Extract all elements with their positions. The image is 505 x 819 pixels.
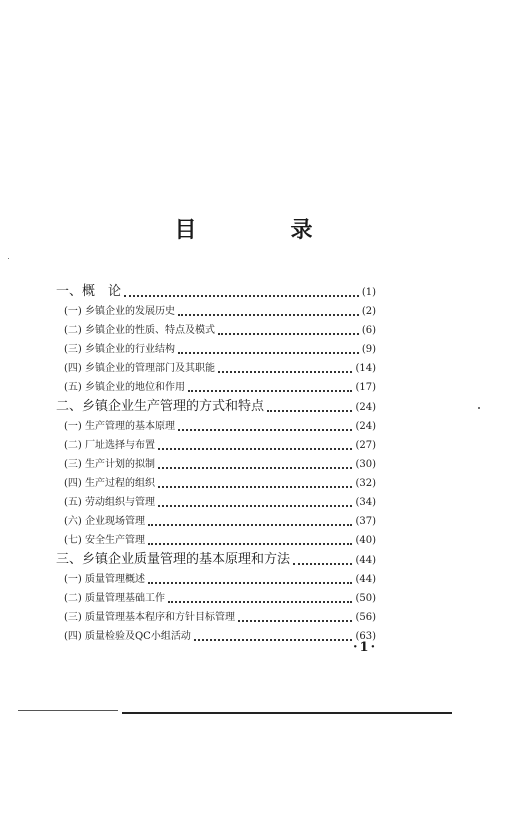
dot-leader	[188, 389, 352, 392]
dot-leader	[158, 447, 352, 450]
dot-leader	[158, 504, 352, 507]
toc-entry-page: (27)	[355, 440, 376, 451]
toc-entry-label: (七) 安全生产管理	[64, 535, 145, 546]
dot-leader	[158, 466, 352, 469]
toc-section-entry	[56, 474, 376, 493]
toc-section-entry	[56, 627, 376, 646]
dot-leader	[148, 581, 352, 584]
dot-leader	[178, 313, 359, 316]
dot-leader	[238, 619, 352, 622]
toc-entry-page: (17)	[355, 382, 376, 393]
toc-section-entry	[56, 455, 376, 474]
toc-entry-label: (四) 质量检验及QC小组活动	[64, 631, 191, 642]
dot-leader	[148, 542, 352, 545]
toc-chapter-entry	[56, 282, 376, 302]
toc-section-entry	[56, 417, 376, 436]
page-number: ·1·	[353, 640, 378, 655]
toc-entry-label: (四) 生产过程的组织	[64, 478, 155, 489]
toc-section-entry	[56, 589, 376, 608]
toc-entry-page: (63)	[355, 631, 376, 642]
toc-entry-label: (一) 生产管理的基本原理	[64, 421, 175, 432]
toc-entry-page: (2)	[361, 306, 376, 317]
toc-entry-label: (一) 乡镇企业的发展历史	[64, 306, 175, 317]
toc-chapter-entry	[56, 550, 376, 570]
toc-entry-label: (二) 质量管理基础工作	[64, 593, 165, 604]
toc-section-entry	[56, 512, 376, 531]
dot-leader	[158, 485, 352, 488]
dot-leader	[293, 562, 352, 565]
toc-entry-page: (34)	[355, 497, 376, 508]
toc-entry-label: (三) 质量管理基本程序和方针目标管理	[64, 612, 235, 623]
toc-entry-page: (9)	[361, 344, 376, 355]
toc-entry-label: (三) 乡镇企业的行业结构	[64, 344, 175, 355]
toc-section-entry	[56, 570, 376, 589]
scan-speck	[8, 258, 9, 259]
page-title: 目 录	[174, 217, 349, 243]
toc-section-entry	[56, 493, 376, 512]
toc-section-entry	[56, 378, 376, 397]
dot-leader	[218, 370, 352, 373]
toc-entry-label: (二) 乡镇企业的性质、特点及模式	[64, 325, 215, 336]
toc-entry-label: (一) 质量管理概述	[64, 574, 145, 585]
toc-entry-label: 一、概 论	[56, 284, 122, 299]
bottom-rule-long	[122, 712, 452, 714]
dot-leader	[178, 428, 352, 431]
toc-entry-label: 二、乡镇企业生产管理的方式和特点	[56, 399, 265, 414]
toc-entry-page: (30)	[355, 459, 376, 470]
toc-entry-page: (56)	[355, 612, 376, 623]
table-of-contents	[56, 282, 376, 646]
toc-entry-page: (44)	[355, 574, 376, 585]
toc-entry-label: (三) 生产计划的拟制	[64, 459, 155, 470]
toc-entry-page: (40)	[355, 535, 376, 546]
toc-chapter-entry	[56, 397, 376, 417]
dot-leader	[218, 332, 359, 335]
toc-section-entry	[56, 359, 376, 378]
toc-entry-page: (37)	[355, 516, 376, 527]
toc-section-entry	[56, 321, 376, 340]
toc-section-entry	[56, 436, 376, 455]
toc-section-entry	[56, 531, 376, 550]
dot-leader	[148, 523, 352, 526]
toc-section-entry	[56, 608, 376, 627]
toc-entry-label: 三、乡镇企业质量管理的基本原理和方法	[56, 552, 291, 567]
toc-entry-page: (24)	[355, 421, 376, 432]
toc-entry-page: (50)	[355, 593, 376, 604]
dot-leader	[124, 294, 359, 297]
toc-entry-page: (24)	[355, 402, 376, 413]
scan-speck	[478, 407, 480, 409]
toc-entry-label: (六) 企业现场管理	[64, 516, 145, 527]
toc-entry-page: (1)	[361, 287, 376, 298]
toc-entry-page: (32)	[355, 478, 376, 489]
toc-entry-page: (6)	[361, 325, 376, 336]
toc-entry-label: (四) 乡镇企业的管理部门及其职能	[64, 363, 215, 374]
dot-leader	[194, 638, 353, 641]
toc-section-entry	[56, 340, 376, 359]
toc-entry-label: (五) 劳动组织与管理	[64, 497, 155, 508]
dot-leader	[267, 409, 352, 412]
toc-entry-label: (二) 厂址选择与布置	[64, 440, 155, 451]
toc-entry-label: (五) 乡镇企业的地位和作用	[64, 382, 185, 393]
bottom-rule-short	[18, 710, 118, 711]
dot-leader	[178, 351, 359, 354]
toc-entry-page: (14)	[355, 363, 376, 374]
toc-section-entry	[56, 302, 376, 321]
dot-leader	[168, 600, 352, 603]
toc-entry-page: (44)	[355, 555, 376, 566]
